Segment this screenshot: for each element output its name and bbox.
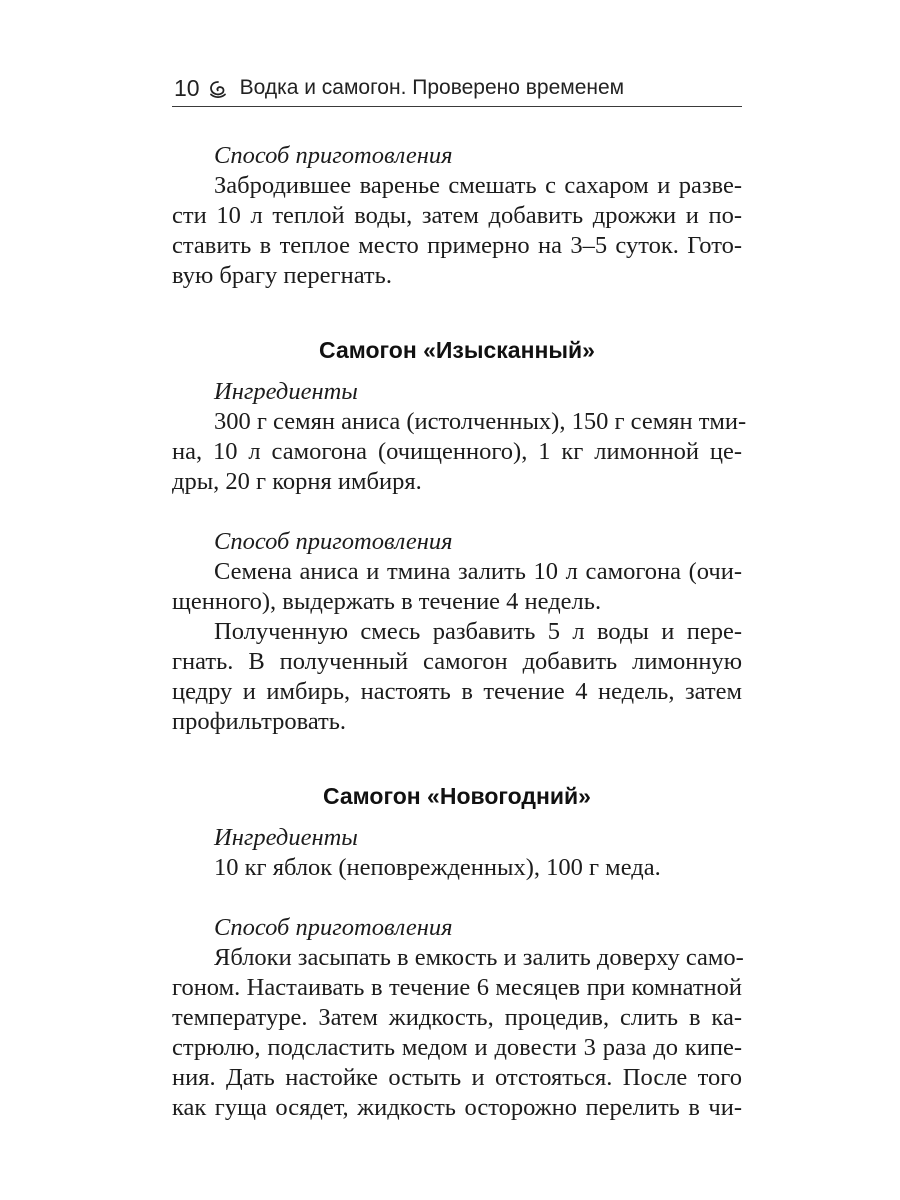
text-line: цедру и имбирь, настоять в течение 4 недель, затем <box>172 678 742 705</box>
recipe-title: Самогон «Новогодний» <box>323 783 591 809</box>
paragraph-ingredients <box>172 407 747 497</box>
text-line: вую брагу перегнать. <box>172 262 392 289</box>
text-line: ставить в теплое место примерно на 3–5 суток. Гото- <box>172 232 742 259</box>
running-header <box>172 70 742 107</box>
paragraph-preparation <box>172 943 742 1123</box>
text-line: Полученную смесь разбавить 5 л воды и пере- <box>214 618 742 645</box>
text-line: на, 10 л самогона (очищенного), 1 кг лимонной це- <box>172 438 742 465</box>
subhead-preparation: Способ приготовления <box>214 528 453 555</box>
subhead-preparation: Способ приготовления <box>214 142 453 169</box>
text-line: сти 10 л теплой воды, затем добавить дрожжи и по- <box>172 202 742 229</box>
subhead-ingredients: Ингредиенты <box>214 378 358 405</box>
paragraph-preparation <box>172 617 742 737</box>
subhead-preparation: Способ приготовления <box>214 914 453 941</box>
book-page <box>172 70 747 1123</box>
text-line: гнать. В полученный самогон добавить лимонную <box>172 648 742 675</box>
text-line: как гуща осядет, жидкость осторожно перелить в чи- <box>172 1094 742 1121</box>
subhead-ingredients: Ингредиенты <box>214 824 358 851</box>
page-body <box>172 107 747 1123</box>
text-line: ния. Дать настойке остыть и отстояться. После того <box>172 1064 742 1091</box>
text-line: Забродившее варенье смешать с сахаром и разве- <box>214 172 742 199</box>
swirl-icon <box>208 79 228 99</box>
recipe-title: Самогон «Изысканный» <box>319 337 595 363</box>
text-line: щенного), выдержать в течение 4 недель. <box>172 588 602 615</box>
paragraph-preparation <box>172 171 742 291</box>
text-line: стрюлю, подсластить медом и довести 3 раза до кипе- <box>172 1034 742 1061</box>
paragraph-preparation <box>172 557 742 617</box>
paragraph-ingredients <box>172 853 742 883</box>
text-line: Яблоки засыпать в емкость и залить доверху само- <box>214 944 744 971</box>
text-line: 300 г семян аниса (истолченных), 150 г семян тми- <box>214 408 747 435</box>
text-line: дры, 20 г корня имбиря. <box>172 468 422 495</box>
text-line: профильтровать. <box>172 708 347 735</box>
text-line: температуре. Затем жидкость, процедив, слить в ка- <box>172 1004 742 1031</box>
text-line: Семена аниса и тмина залить 10 л самогона (очи- <box>214 558 742 585</box>
text-line: гоном. Настаивать в течение 6 месяцев при комнатной <box>172 974 742 1001</box>
running-title: Водка и самогон. Проверено временем <box>239 76 625 99</box>
text-line: 10 кг яблок (неповрежденных), 100 г меда. <box>214 854 661 881</box>
page-number: 10 <box>174 74 200 101</box>
